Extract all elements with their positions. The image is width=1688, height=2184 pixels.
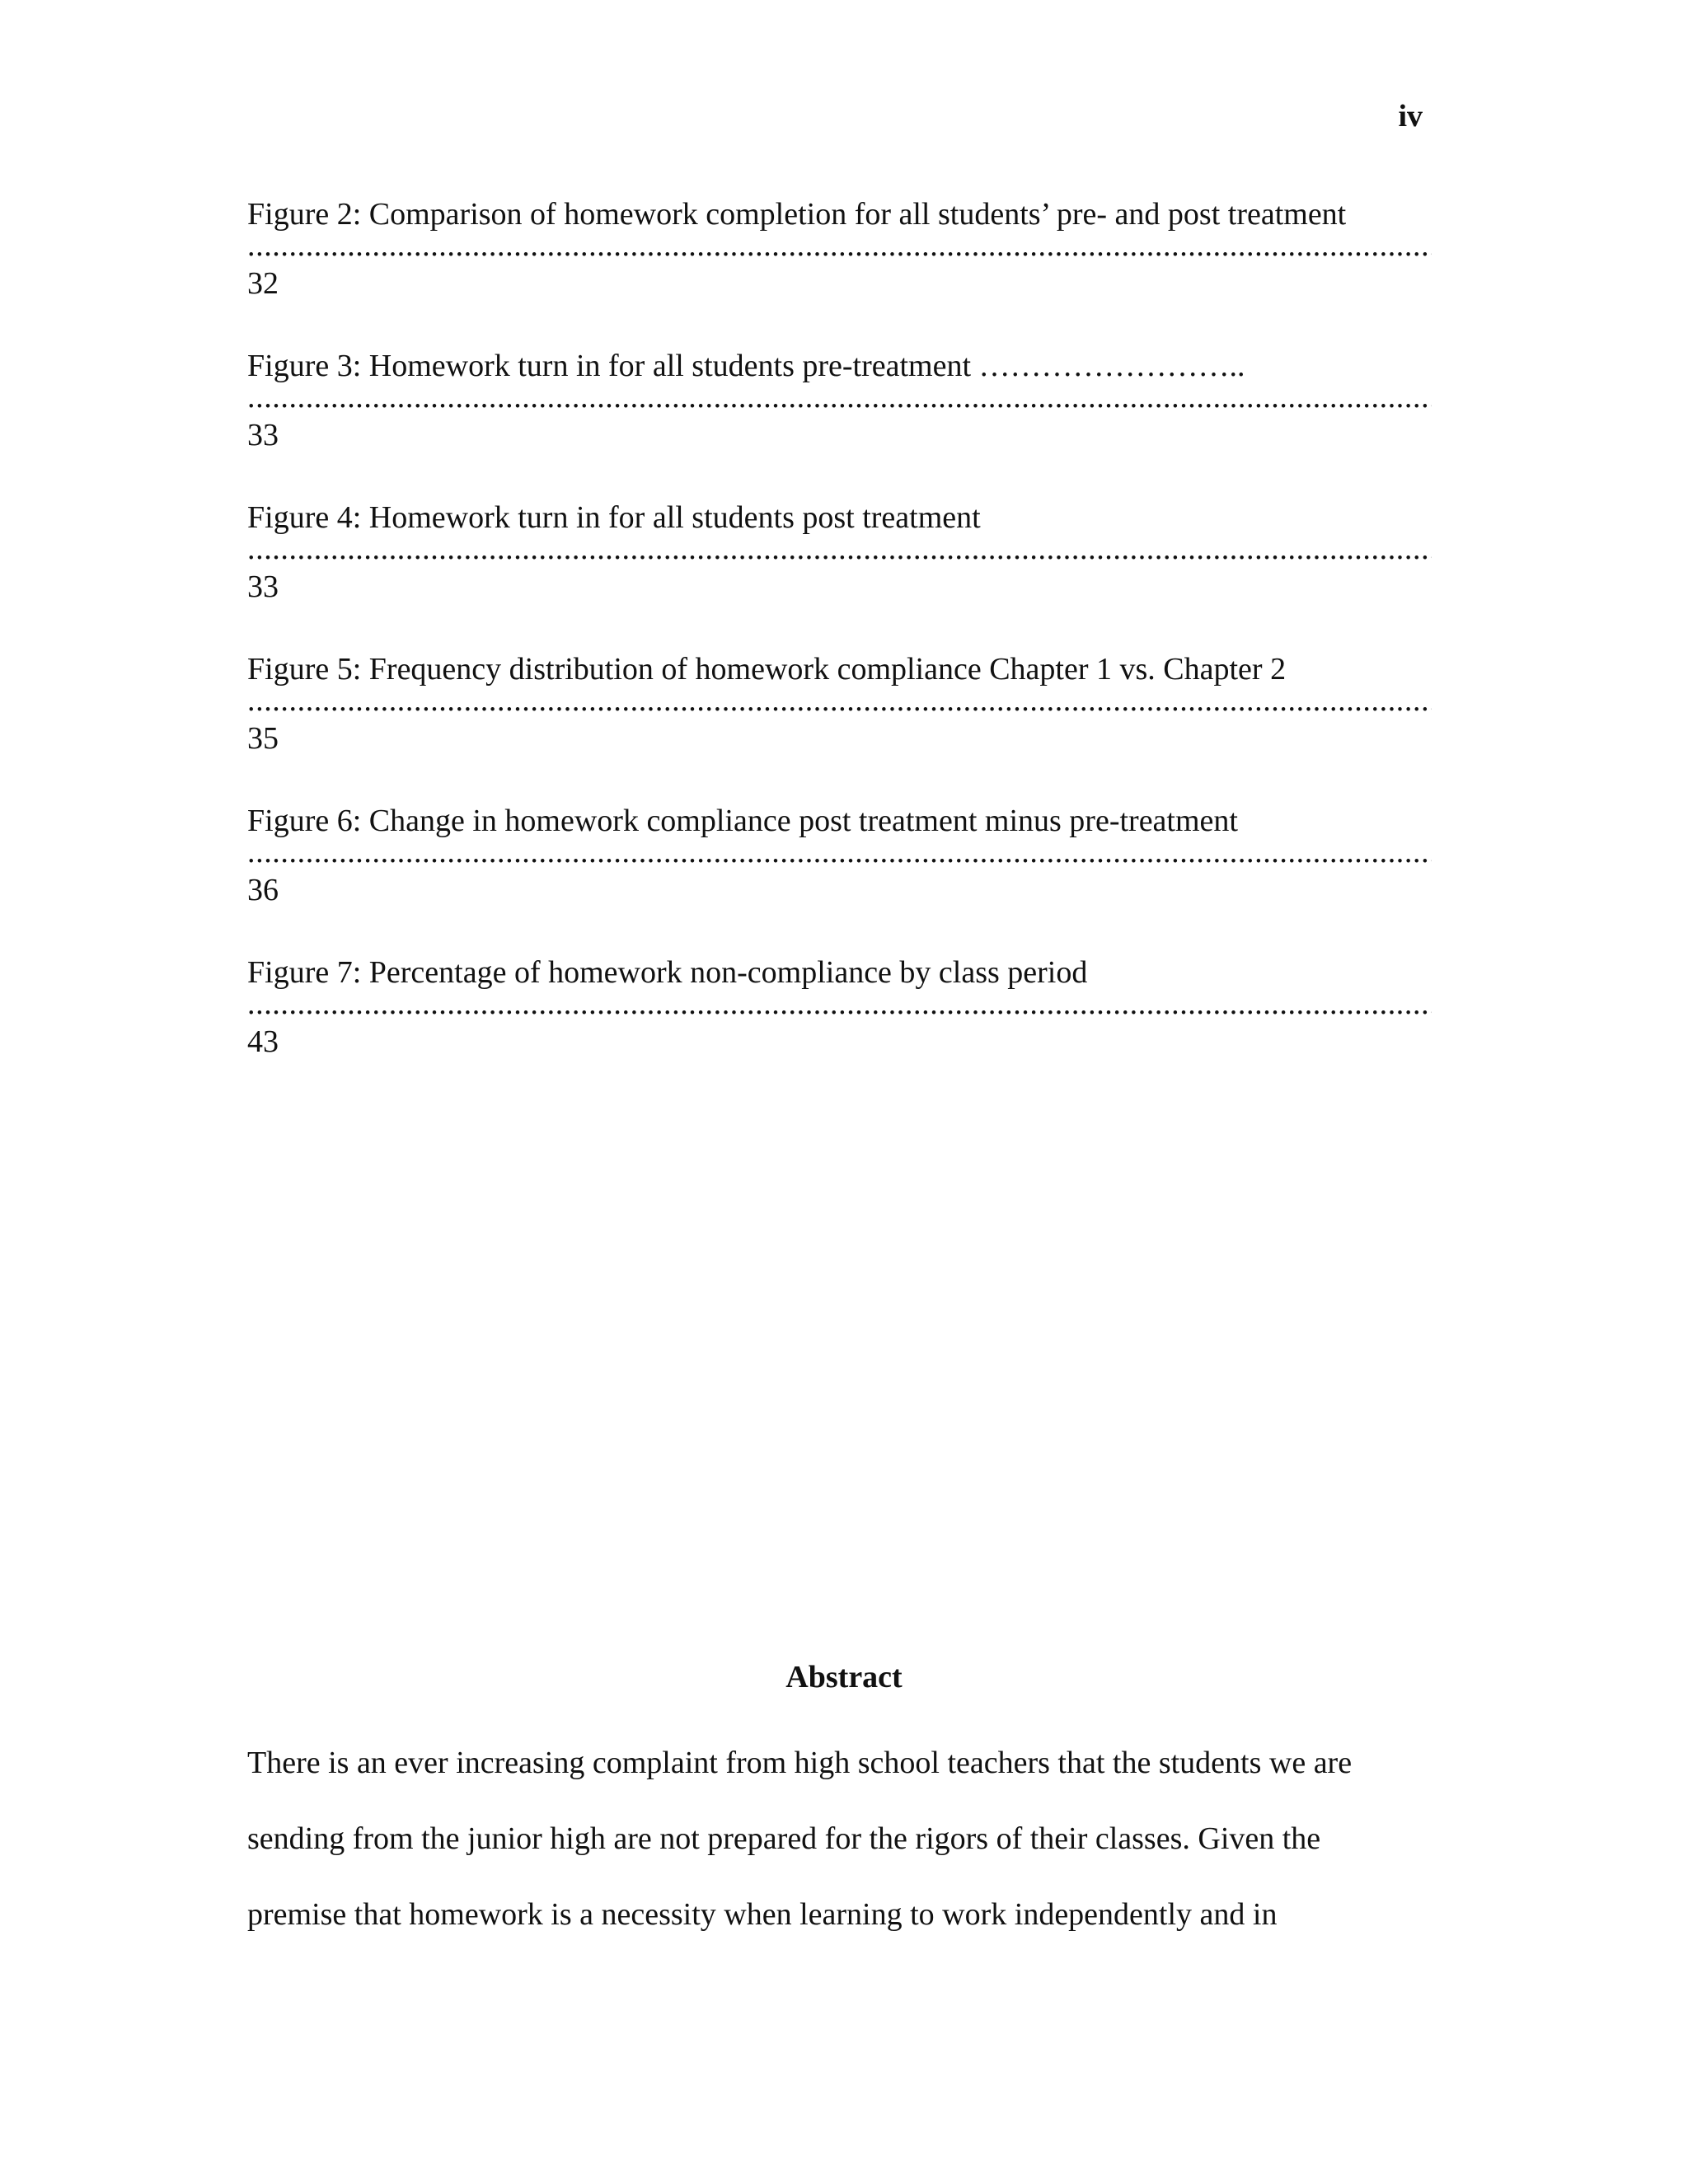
toc-entry-figure-7 <box>247 954 1432 1105</box>
abstract-line: sending from the junior high are not prepared for the rigors of their classes. Given the <box>247 1821 1321 1856</box>
toc-entry-label: Figure 4: <box>247 500 362 535</box>
list-of-figures <box>247 195 1432 1105</box>
toc-entry-figure-5 <box>247 650 1432 802</box>
toc-entry-text: Frequency distribution of homework compliance Chapter 1 vs. Chapter 2 <box>361 652 1287 687</box>
toc-dot-leader <box>247 227 1432 265</box>
toc-entry-page: 43 <box>247 1024 279 1059</box>
toc-dot-leader <box>247 985 1432 1023</box>
toc-entry-label: Figure 3: <box>247 349 362 383</box>
toc-dot-leader <box>247 530 1432 568</box>
toc-entry-label: Figure 6: <box>247 804 362 838</box>
toc-entry-text: Homework turn in for all students post treatment <box>361 500 981 535</box>
toc-entry-page: 33 <box>247 418 279 452</box>
page-number: iv <box>1398 99 1423 134</box>
toc-dot-leader <box>247 833 1432 871</box>
toc-entry-text: Percentage of homework non-compliance by class period <box>361 955 1088 990</box>
abstract-line: premise that homework is a necessity when learning to work independently and in <box>247 1897 1278 1932</box>
toc-entry-label: Figure 2: <box>247 197 362 232</box>
toc-entry-figure-4 <box>247 499 1432 650</box>
toc-entry-page: 36 <box>247 873 279 907</box>
toc-dot-leader <box>247 378 1432 416</box>
toc-entry-text: Change in homework compliance post treatment minus pre-treatment <box>361 804 1238 838</box>
toc-entry-text: Homework turn in for all students pre-treatment <box>361 349 972 383</box>
toc-entry-page: 33 <box>247 569 279 604</box>
toc-entry-page: 32 <box>247 266 279 301</box>
toc-entry-figure-6 <box>247 802 1432 954</box>
abstract-body <box>247 1725 1432 1952</box>
abstract-line: There is an ever increasing complaint from high school teachers that the students we are <box>247 1746 1353 1780</box>
toc-entry-figure-2 <box>247 195 1432 347</box>
toc-entry-figure-3 <box>247 347 1432 499</box>
toc-dot-leader <box>247 682 1432 719</box>
toc-entry-suffix: …………………….. <box>971 349 1245 383</box>
toc-entry-page: 35 <box>247 721 279 756</box>
toc-entry-text: Comparison of homework completion for all students’ pre- and post treatment <box>361 197 1347 232</box>
toc-entry-label: Figure 5: <box>247 652 362 687</box>
toc-entry-label: Figure 7: <box>247 955 362 990</box>
abstract-heading: Abstract <box>785 1660 903 1694</box>
